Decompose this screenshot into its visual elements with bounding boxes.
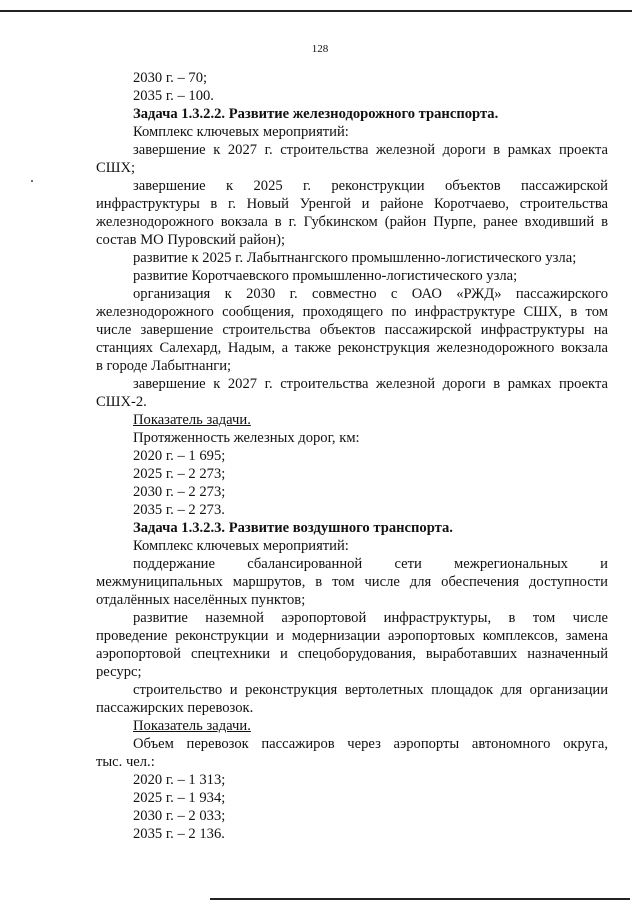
rail-value-2035-prev: 2035 г. – 100. (133, 88, 214, 104)
top-rule (0, 10, 632, 12)
rail-length-2025: 2025 г. – 2 273; (133, 466, 226, 482)
air-passengers-2025: 2025 г. – 1 934; (133, 790, 226, 806)
paragraph-line: железнодорожного вокзала в г. Губкинском (район Пурпе, ранее входивший в (96, 214, 608, 230)
paragraph-line: станциях Салехард, Надым, а также реконструкция железнодорожного вокзала (96, 340, 608, 356)
paragraph-line: завершение к 2027 г. строительства железной дороги в рамках проекта (133, 142, 608, 158)
measures-label-rail: Комплекс ключевых мероприятий: (133, 124, 349, 140)
paragraph-line: инфраструктуры в г. Новый Уренгой и районе Коротчаево, строительства (96, 196, 608, 212)
paragraph-line: организация к 2030 г. совместно с ОАО «РЖД» пассажирского (133, 286, 608, 302)
paragraph-line: проведение реконструкции и модернизации аэропортовых комплексов, замена (96, 628, 608, 644)
paragraph-line: железнодорожного сообщения, проходящего по инфраструктуре СШХ, в том (96, 304, 608, 320)
indicator-label-air: Показатель задачи. (133, 718, 251, 734)
air-passengers-2030: 2030 г. – 2 033; (133, 808, 226, 824)
paragraph-line: пассажирских перевозок. (96, 700, 254, 716)
page-number: 128 (311, 43, 329, 55)
paragraph-line: СШХ; (96, 160, 136, 176)
rail-value-2030-prev: 2030 г. – 70; (133, 70, 208, 86)
paragraph-line: аэропортовой спецтехники и спецоборудования, выработавших назначенный (96, 646, 608, 662)
air-passengers-2035: 2035 г. – 2 136. (133, 826, 225, 842)
paragraph-line: развитие Коротчаевского промышленно-логистического узла; (133, 268, 518, 284)
paragraph-line: завершение к 2025 г. реконструкции объектов пассажирской (133, 178, 608, 194)
paragraph-line: поддержание сбалансированной сети межрегиональных и (133, 556, 608, 572)
indicator-title-air-cont: тыс. чел.: (96, 754, 155, 770)
paragraph-line: состав МО Пуровский район); (96, 232, 286, 248)
bottom-rule (210, 898, 630, 900)
task-heading-rail: Задача 1.3.2.2. Развитие железнодорожного транспорта. (133, 106, 499, 122)
paragraph-line: завершение к 2027 г. строительства железной дороги в рамках проекта (133, 376, 608, 392)
task-heading-air: Задача 1.3.2.3. Развитие воздушного транспорта. (133, 520, 453, 536)
rail-length-2030: 2030 г. – 2 273; (133, 484, 226, 500)
indicator-label-rail: Показатель задачи. (133, 412, 251, 428)
air-passengers-2020: 2020 г. – 1 313; (133, 772, 226, 788)
rail-length-2020: 2020 г. – 1 695; (133, 448, 226, 464)
paragraph-line: развитие наземной аэропортовой инфраструктуры, в том числе (133, 610, 608, 626)
measures-label-air: Комплекс ключевых мероприятий: (133, 538, 349, 554)
paragraph-line: отдалённых населённых пунктов; (96, 592, 306, 608)
paragraph-line: числе завершение строительства объектов пассажирской инфраструктуры на (96, 322, 608, 338)
indicator-title-air: Объем перевозок пассажиров через аэропорты автономного округа, (133, 736, 608, 752)
paragraph-line: развитие к 2025 г. Лабытнангского промышленно-логистического узла; (133, 250, 577, 266)
paragraph-line: СШХ-2. (96, 394, 147, 410)
indicator-title-rail: Протяженность железных дорог, км: (133, 430, 360, 446)
rail-length-2035: 2035 г. – 2 273. (133, 502, 225, 518)
paragraph-line: ресурс; (96, 664, 142, 680)
paragraph-line: межмуниципальных маршрутов, в том числе для обеспечения доступности (96, 574, 608, 590)
paragraph-line: в городе Лабытнанги; (96, 358, 232, 374)
paragraph-line: строительство и реконструкция вертолетных площадок для организации (133, 682, 608, 698)
scan-speck (31, 180, 33, 182)
